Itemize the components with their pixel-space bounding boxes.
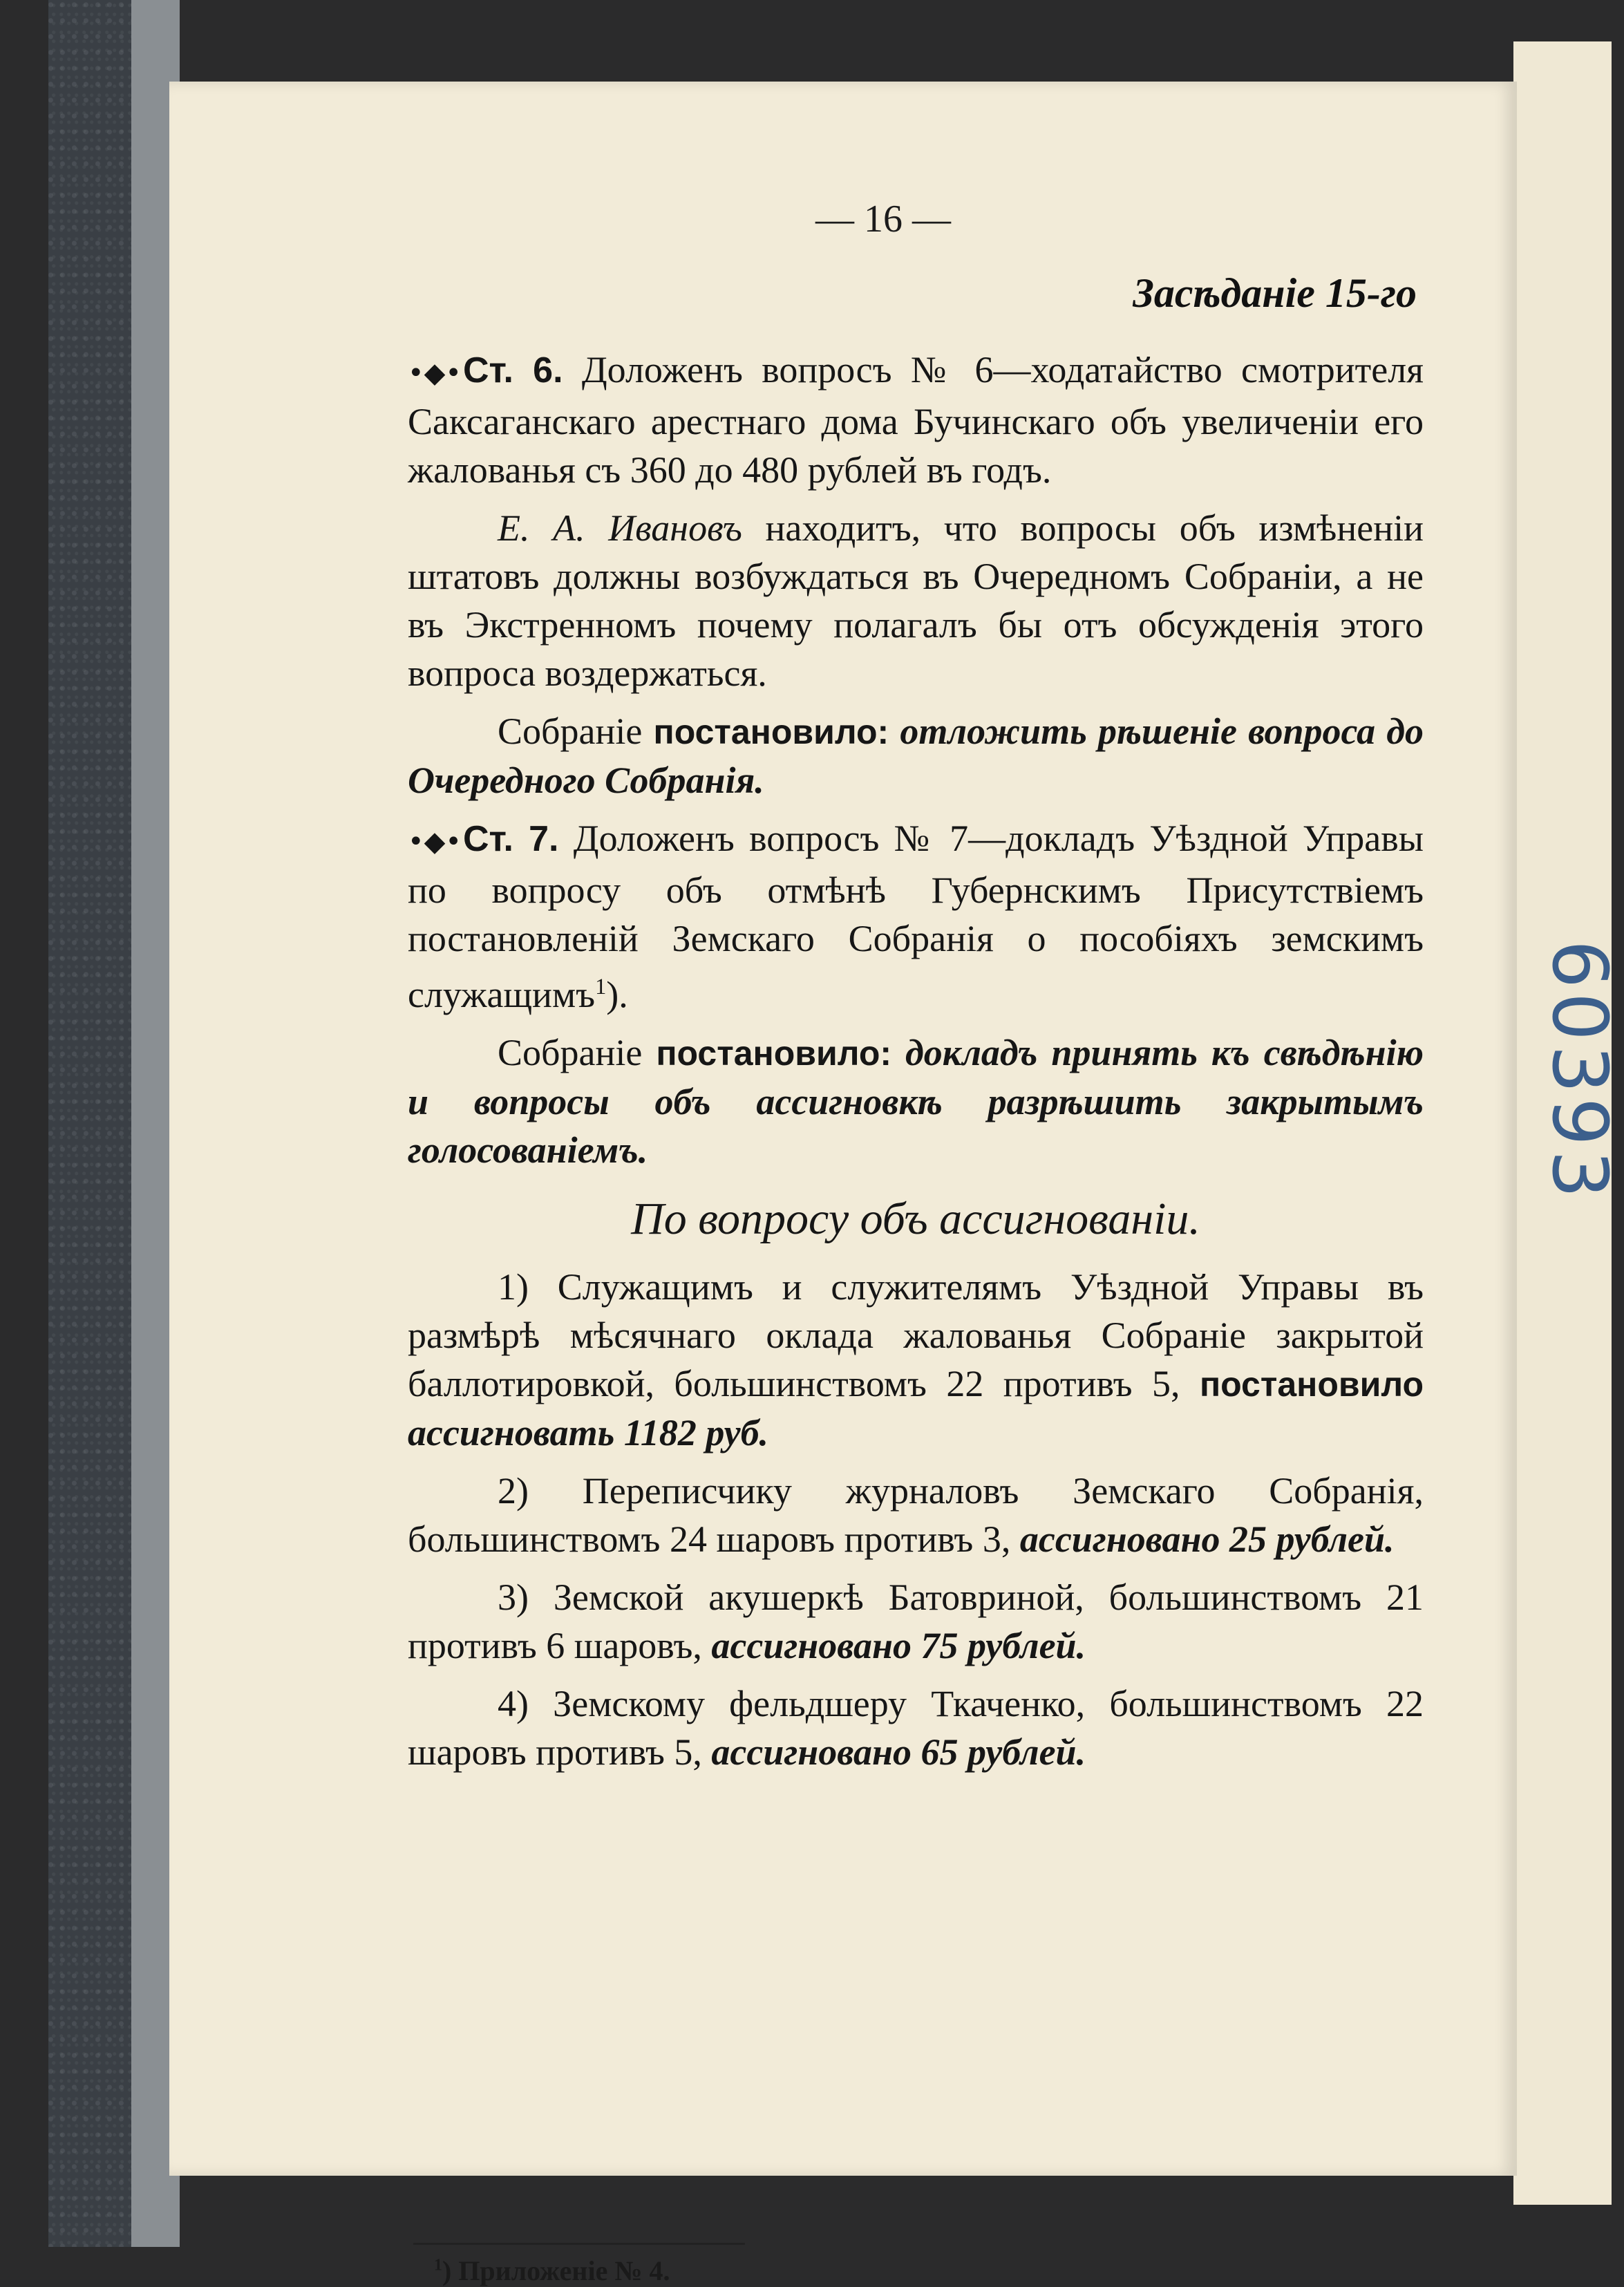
item-decision: ассигновано 25 рублей. [1019,1518,1395,1560]
item-decision: ассигновано 75 рублей. [711,1625,1086,1666]
paragraph-resolution [408,707,1424,804]
list-item [408,1573,1424,1670]
article-marker-icon: •◆• [408,826,462,858]
paragraph-article-6 [408,346,1424,494]
footnote-text: ) Приложеніе № 4. [442,2255,670,2286]
paragraph-text: находитъ, что вопросы объ измѣненіи штатовъ должны возбуждаться въ Очередномъ Собраніи, а не въ Экстренномъ почему полагалъ бы отъ обсужденія этого вопроса воздержаться. [408,507,1424,694]
speaker-name: Е. А. Ивановъ [498,507,742,549]
resolution-lead: Собраніе [498,1032,643,1073]
article-marker-icon: •◆• [408,357,462,389]
resolution-verb: постановило: [653,713,889,751]
item-text: 4) Земскому фельдшеру Ткаченко, большинствомъ 22 шаровъ противъ 5, [408,1683,1424,1773]
list-item [408,1263,1424,1457]
archive-stamp: 60393 [1536,940,1624,1203]
resolution-decision: докладъ принять къ свѣдѣнію и вопросы объ ассигновкѣ разрѣшить закрытымъ голосованіемъ. [408,1032,1424,1171]
footnote [434,2255,670,2287]
page-body [408,346,1424,1776]
item-text: 1) Служащимъ и служителямъ Уѣздной Управы въ размѣрѣ мѣсячнаго оклада жалованья Собраніе закрытой баллотировкой, большинствомъ 22 противъ 5, [408,1266,1424,1404]
resolution-verb: постановило: [656,1034,892,1073]
item-decision: ассигновано 65 рублей. [711,1731,1086,1773]
article-number: Ст. 6. [463,350,563,390]
resolution-verb: постановило [1199,1365,1424,1404]
list-item [408,1679,1424,1776]
paragraph-text: Доложенъ вопросъ № 7—докладъ Уѣздной Управы по вопросу объ отмѣнѣ Губернскимъ Присутствіемъ постановленій Земскаго Собранія о пособіяхъ земскимъ служащимъ [408,818,1424,1015]
running-head: Засѣданіе 15-го [1133,270,1417,316]
footnote-reference: 1 [595,975,607,999]
paragraph-speaker [408,504,1424,697]
paragraph-resolution [408,1028,1424,1174]
section-heading: По вопросу объ ассигнованіи. [631,1194,1200,1244]
footnote-mark: 1 [434,2256,442,2275]
item-decision: ассигновать 1182 руб. [408,1412,769,1453]
item-text: 2) Переписчику журналовъ Земскаго Собранія, большинствомъ 24 шаровъ противъ 3, [408,1470,1424,1560]
paragraph-text: Доложенъ вопросъ № 6—ходатайство смотрителя Саксаганскаго арестнаго дома Бучинскаго объ увеличеніи его жалованья съ 360 до 480 рублей въ годъ. [408,349,1424,491]
footnote-divider [413,2243,745,2245]
item-text: 3) Земской акушеркѣ Батовриной, большинствомъ 21 противъ 6 шаровъ, [408,1577,1424,1666]
article-number: Ст. 7. [463,819,559,859]
resolution-decision: отложить рѣшеніе вопроса до Очередного Собранія. [408,710,1424,801]
list-item [408,1467,1424,1563]
resolution-lead: Собраніе [498,710,643,752]
paragraph-article-7 [408,814,1424,1019]
page-number: — 16 — [815,198,951,241]
paragraph-text-end: ). [606,974,628,1015]
